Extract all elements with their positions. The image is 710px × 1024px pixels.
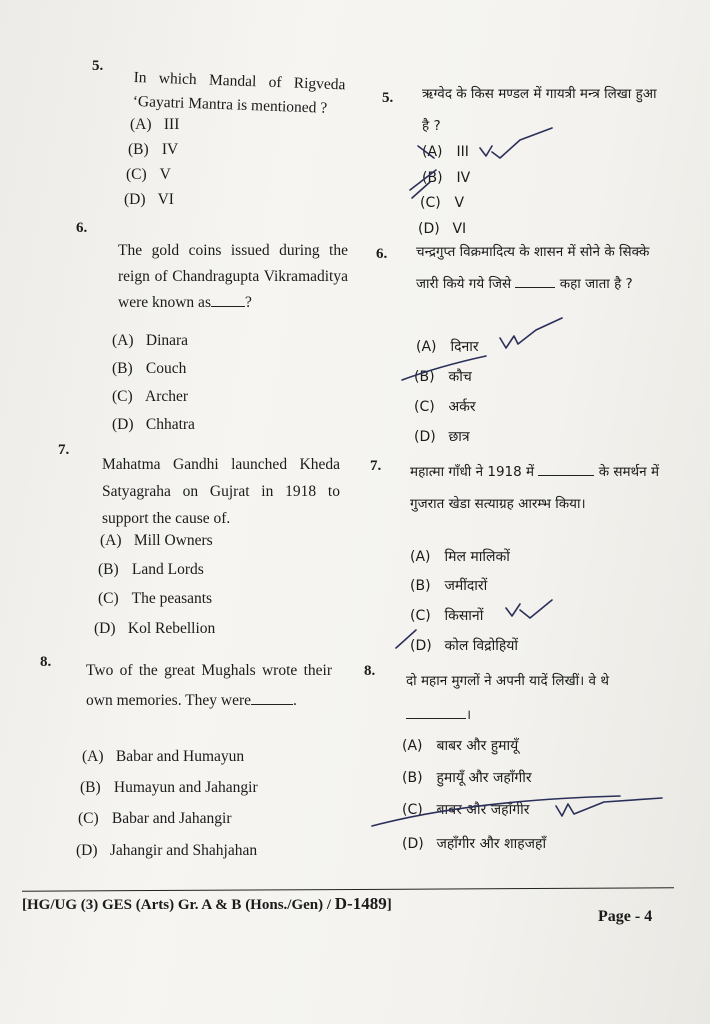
question-text: ऋग्वेद के किस मण्डल में गायत्री मन्त्र लिखा हुआ है ?: [422, 86, 657, 134]
option-a: (A) III: [422, 144, 469, 160]
option-d: (D) छात्र: [414, 429, 470, 445]
option-a: (A) III: [130, 116, 180, 133]
question-number: 7.: [370, 458, 382, 474]
strike-mark: [396, 630, 416, 648]
page-number: Page - 4: [598, 908, 653, 925]
tick-mark: [480, 128, 552, 158]
option-c: (C) Archer: [112, 388, 189, 405]
question-text: चन्द्रगुप्त विक्रमादित्य के शासन में सोने के सिक्के जारी किये गये जिसे कहा जाता है ?: [416, 244, 650, 292]
question-number: 8.: [40, 654, 52, 670]
option-d: (D) Kol Rebellion: [94, 620, 216, 637]
option-c: (C) किसानों: [410, 608, 484, 624]
option-a: (A) बाबर और हुमायूँ: [402, 738, 519, 754]
option-c: (C) V: [420, 195, 465, 211]
option-b: (B) हुमायूँ और जहाँगीर: [402, 770, 532, 786]
option-a: (A) Dinara: [112, 332, 189, 349]
question-number: 5.: [92, 58, 104, 74]
strike-mark: [410, 170, 436, 198]
option-b: (B) कौच: [414, 369, 472, 385]
option-c: (C) V: [126, 166, 171, 183]
option-d: (D) VI: [124, 191, 174, 208]
question-number: 7.: [58, 442, 70, 458]
option-b: (B) Humayun and Jahangir: [80, 779, 258, 796]
option-d: (D) Jahangir and Shahjahan: [76, 842, 258, 859]
scribble-mark: [402, 356, 486, 380]
option-a: (A) मिल मालिकों: [410, 549, 510, 565]
option-b: (B) IV: [422, 170, 471, 186]
option-d: (D) कोल विद्रोहियों: [410, 638, 519, 654]
question-text: In which Mandal of Rigveda ‘Gayatri Mantra is mentioned ?: [132, 68, 346, 117]
option-c: (C) अर्कर: [414, 399, 476, 415]
option-a: (A) दिनार: [416, 339, 479, 355]
paper-code: [HG/UG (3) GES (Arts) Gr. A & B (Hons./Gen) / D-1489]: [22, 894, 392, 913]
option-b: (B) जमींदारों: [410, 578, 488, 594]
question-text: दो महान मुगलों ने अपनी यादें लिखीं। वे थे।: [406, 673, 609, 723]
question-number: 6.: [376, 246, 388, 262]
question-text: Two of the great Mughals wrote their own memories. They were .: [86, 662, 332, 709]
question-number: 6.: [76, 220, 88, 236]
tick-mark: [506, 600, 552, 618]
question-number: 5.: [382, 90, 394, 106]
tick-mark: [500, 318, 562, 348]
option-b: (B) Couch: [112, 360, 187, 377]
option-a: (A) Mill Owners: [100, 532, 213, 549]
option-c: (C) The peasants: [98, 590, 213, 607]
option-b: (B) IV: [128, 141, 179, 158]
option-d: (D) जहाँगीर और शाहजहाँ: [402, 836, 547, 852]
option-d: (D) Chhatra: [112, 416, 195, 433]
question-text: महात्मा गाँधी ने 1918 में के समर्थन में गुजरात खेडा सत्याग्रह आरम्भ किया।: [410, 464, 660, 512]
question-text: Mahatma Gandhi launched Kheda Satyagraha on Gujrat in 1918 to support the cause of.: [102, 456, 340, 527]
option-c: (C) बाबर और जहाँगीर: [402, 802, 530, 818]
option-c: (C) Babar and Jahangir: [78, 810, 232, 827]
tick-mark: [556, 798, 662, 816]
strike-mark: [418, 146, 434, 158]
option-a: (A) Babar and Humayun: [82, 748, 245, 765]
option-d: (D) VI: [418, 221, 467, 237]
option-b: (B) Land Lords: [98, 561, 204, 578]
question-text: The gold coins issued during the reign of Chandragupta Vikramaditya were known as ?: [118, 242, 348, 311]
question-number: 8.: [364, 663, 376, 679]
